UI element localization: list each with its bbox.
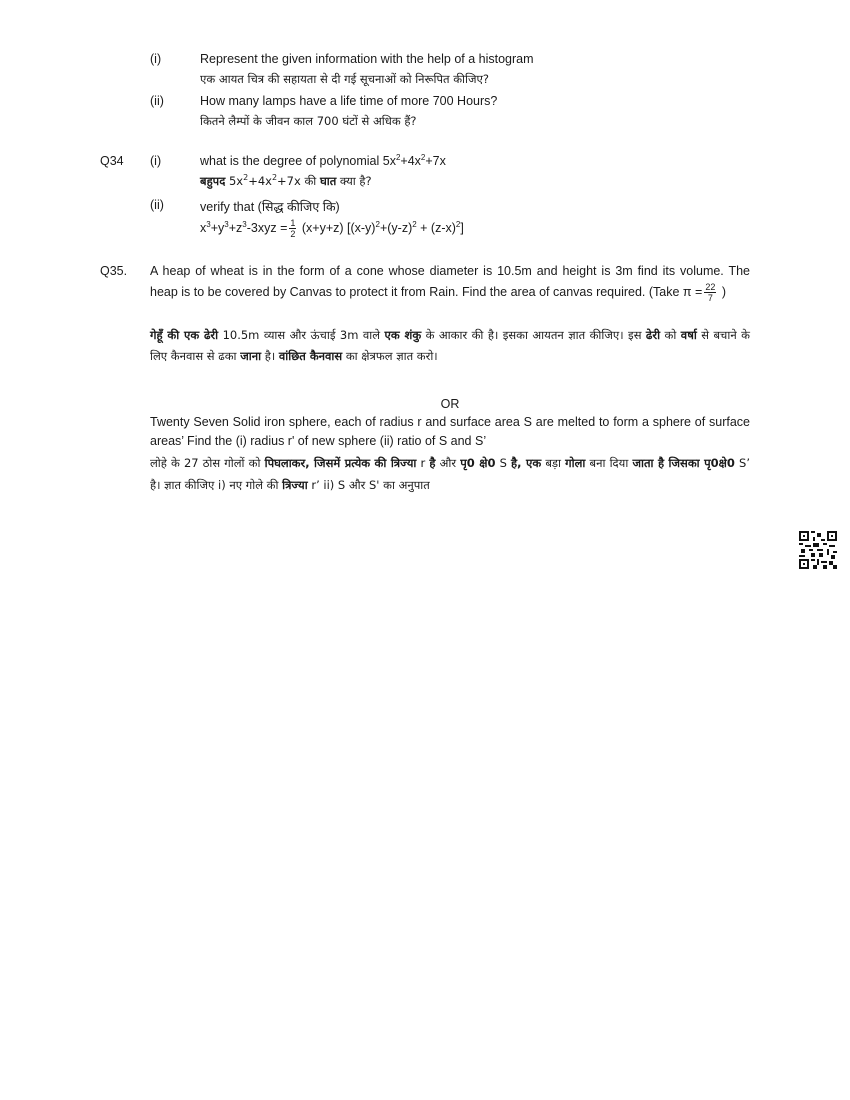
q35-alt-text-hi: लोहे के 27 ठोस गोलों को पिघलाकर, जिसमें प्रत्येक की त्रिज्या r है और पृ0 क्षे0 S है, एक बड़ा गोला बना दिया जाता है जिसका पृ0क्षे0 S’ है। ज्ञात कीजिए i) नए गोले की त्रिज्या r’ ii) S और S' का अनुपात	[150, 456, 750, 492]
q33-part-i-label: (i)	[150, 52, 162, 66]
q35-number: Q35.	[100, 264, 128, 278]
q35-text-en: A heap of wheat is in the form of a cone whose diameter is 10.5m and height is 3m find its volume. The heap is to be covered by Canvas to protect it from Rain. Find the area of canvas required. (Take π = $\frac{22}{7}$ )	[150, 264, 750, 303]
q35-text-hi: गेहूँ की एक ढेरी 10.5m व्यास और ऊंचाई 3m वाले एक शंकु के आकार की है। इसका आयतन ज्ञात कीजिए। इस ढेरी को वर्षा से बचाने के लिए कैनवास से ढका जाना है। वांछित कैनवास का क्षेत्रफल ज्ञात करो।	[150, 328, 750, 363]
q33-part-ii-text-hi: कितने लैम्पों के जीवन काल 700 घंटों से अधिक हैं?	[200, 114, 417, 128]
q34-part-i-label: (i)	[150, 154, 162, 168]
qr-code-icon	[799, 531, 837, 569]
one-half-fraction: $\frac{1}{2}$	[290, 218, 296, 239]
q34-part-ii-label: (ii)	[150, 198, 164, 212]
or-divider: OR	[440, 397, 460, 411]
pi-fraction: $\frac{22}{7}$	[705, 281, 716, 303]
q34-number: Q34	[100, 154, 124, 168]
q34-part-i-text-hi: बहुपद $5x^2+4x^2+7x$ की घात क्या है?	[200, 173, 372, 188]
q33-part-i-text-hi: एक आयत चित्र की सहायता से दी गई सूचनाओं को निरूपित कीजिए?	[200, 72, 490, 86]
q34-part-i-text-en: what is the degree of polynomial $5x^2+4x^2+7x$	[200, 153, 446, 168]
q33-part-i-text-en: Represent the given information with the help of a histogram	[200, 52, 534, 66]
q34-part-ii-formula: $x^3+y^3+z^3-3xyz$ = $\frac{1}{2}$ (x+y+z) $[(x-y)^2+(y-z)^2 + (z-x)^2]$	[200, 218, 464, 239]
q33-part-ii-text-en: How many lamps have a life time of more 700 Hours?	[200, 94, 498, 108]
q33-part-ii-label: (ii)	[150, 94, 164, 108]
q35-alt-text-en: Twenty Seven Solid iron sphere, each of radius r and surface area S are melted to form a sphere of surface areas’ Find the (i) radius r' of new sphere (ii) ratio of S and S’	[150, 415, 750, 448]
q34-part-ii-text: verify that (सिद्ध कीजिए कि)	[200, 200, 340, 214]
